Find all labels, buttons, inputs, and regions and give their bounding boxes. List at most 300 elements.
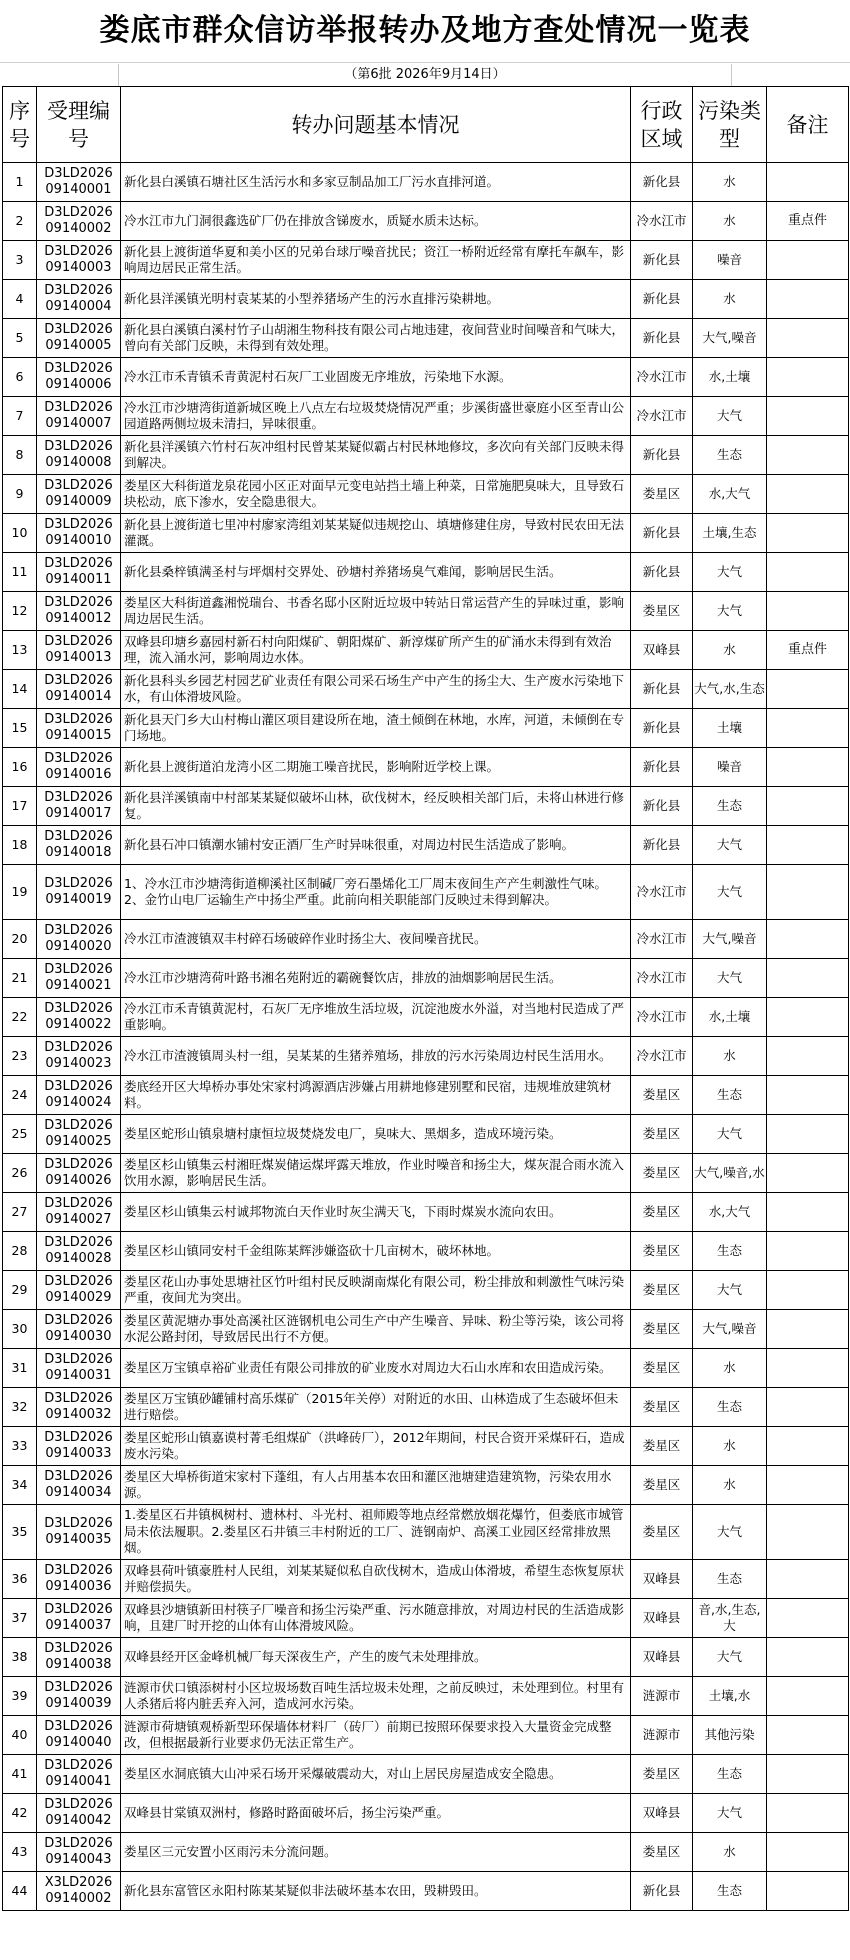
complaint-table [2,86,849,1911]
case-code: D3LD2026 09140029 [37,1271,121,1310]
region: 新化县 [631,553,693,592]
case-description: 娄底经开区大埠桥办事处宋家村鸿源酒店涉嫌占用耕地修建别墅和民宿，违规堆放建筑材料。 [121,1076,631,1115]
case-code: D3LD2026 09140002 [37,202,121,241]
case-description: 娄星区蛇形山镇嘉谟村菁毛组煤矿（洪峰砖厂），2012年期间，村民合资开采煤矸石，造成废水污染。 [121,1427,631,1466]
table-row [3,475,849,514]
pollution-type: 土壤,生态 [693,514,767,553]
row-number: 28 [3,1232,37,1271]
case-description: 新化县白溪镇石塘社区生活污水和多家豆制品加工厂污水直排河道。 [121,163,631,202]
case-code: D3LD2026 09140023 [37,1037,121,1076]
remark [767,1193,849,1232]
pollution-type: 大气 [693,553,767,592]
remark [767,1677,849,1716]
case-description: 冷水江市禾青镇禾青黄泥村石灰厂工业固废无序堆放，污染地下水源。 [121,358,631,397]
pollution-type: 水 [693,280,767,319]
table-row [3,1716,849,1755]
pollution-type: 其他污染 [693,1716,767,1755]
region: 新化县 [631,514,693,553]
pollution-type: 水 [693,1037,767,1076]
row-number: 1 [3,163,37,202]
case-description: 冷水江市九门洞很鑫选矿厂仍在排放含锑废水，质疑水质未达标。 [121,202,631,241]
row-number: 18 [3,826,37,865]
case-description: 新化县白溪镇白溪村竹子山胡湘生物科技有限公司占地违建，夜间营业时间噪音和气味大，曾向有关部门反映，未得到有效处理。 [121,319,631,358]
table-row [3,163,849,202]
row-number: 7 [3,397,37,436]
region: 娄星区 [631,1505,693,1560]
table-row [3,1115,849,1154]
table-row [3,709,849,748]
case-description: 娄星区花山办事处思塘社区竹叶组村民反映湖南煤化有限公司，粉尘排放和刺激性气味污染严重，夜间尤为突出。 [121,1271,631,1310]
case-code: D3LD2026 09140018 [37,826,121,865]
table-body [3,163,849,1911]
remark [767,514,849,553]
table-row [3,1232,849,1271]
table-row [3,1427,849,1466]
case-description: 娄星区水洞底镇大山冲采石场开采爆破震动大，对山上居民房屋造成安全隐患。 [121,1755,631,1794]
region: 娄星区 [631,1310,693,1349]
remark [767,475,849,514]
remark [767,1154,849,1193]
row-number: 19 [3,865,37,920]
pollution-type: 生态 [693,1388,767,1427]
region: 娄星区 [631,1466,693,1505]
case-description: 新化县科头乡园艺村园艺矿业责任有限公司采石场生产中产生的扬尘大、生产废水污染地下水，有山体滑坡风险。 [121,670,631,709]
row-number: 26 [3,1154,37,1193]
header-no: 序号 [3,87,37,163]
region: 新化县 [631,163,693,202]
region: 娄星区 [631,1232,693,1271]
case-code: D3LD2026 09140003 [37,241,121,280]
remark [767,1560,849,1599]
table-row [3,514,849,553]
table-row [3,319,849,358]
pollution-type: 大气 [693,826,767,865]
case-code: D3LD2026 09140022 [37,998,121,1037]
remark [767,1076,849,1115]
region: 新化县 [631,787,693,826]
case-code: D3LD2026 09140001 [37,163,121,202]
case-description: 新化县上渡街道华夏和美小区的兄弟台球厅噪音扰民；资江一桥附近经常有摩托车飙车，影响周边居民正常生活。 [121,241,631,280]
case-code: D3LD2026 09140008 [37,436,121,475]
pollution-type: 大气 [693,959,767,998]
table-row [3,865,849,920]
pollution-type: 大气 [693,1794,767,1833]
pollution-type: 水,大气 [693,475,767,514]
region: 冷水江市 [631,397,693,436]
region: 双峰县 [631,1794,693,1833]
pollution-type: 大气,噪音 [693,319,767,358]
case-description: 冷水江市渣渡镇双丰村碎石场破碎作业时扬尘大、夜间噪音扰民。 [121,920,631,959]
case-code: D3LD2026 09140020 [37,920,121,959]
row-number: 13 [3,631,37,670]
case-description: 娄星区杉山镇集云村湘旺煤炭储运煤坪露天堆放，作业时噪音和扬尘大，煤灰混合雨水流入饮用水源，影响居民生活。 [121,1154,631,1193]
pollution-type: 土壤 [693,709,767,748]
region: 新化县 [631,826,693,865]
row-number: 29 [3,1271,37,1310]
row-number: 22 [3,998,37,1037]
row-number: 42 [3,1794,37,1833]
remark: 重点件 [767,202,849,241]
case-code: D3LD2026 09140012 [37,592,121,631]
case-code: D3LD2026 09140005 [37,319,121,358]
case-code: D3LD2026 09140019 [37,865,121,920]
case-description: 双峰县甘棠镇双洲村，修路时路面破坏后，扬尘污染严重。 [121,1794,631,1833]
case-code: D3LD2026 09140016 [37,748,121,787]
region: 新化县 [631,280,693,319]
pollution-type: 水 [693,1466,767,1505]
case-code: D3LD2026 09140030 [37,1310,121,1349]
pollution-type: 生态 [693,1232,767,1271]
case-description: 娄星区三元安置小区雨污未分流问题。 [121,1833,631,1872]
remark [767,1794,849,1833]
case-description: 涟源市伏口镇添树村小区垃圾场数百吨生活垃圾未处理，之前反映过，未处理到位。村里有人杀猪后将内脏丢弃入河，造成河水污染。 [121,1677,631,1716]
pollution-type: 大气 [693,1505,767,1560]
remark [767,1427,849,1466]
row-number: 37 [3,1599,37,1638]
pollution-type: 水,土壤 [693,358,767,397]
case-code: D3LD2026 09140014 [37,670,121,709]
pollution-type: 水 [693,631,767,670]
row-number: 5 [3,319,37,358]
remark [767,1388,849,1427]
remark [767,748,849,787]
pollution-type: 水,大气 [693,1193,767,1232]
remark [767,920,849,959]
table-row [3,358,849,397]
table-row [3,1638,849,1677]
table-row [3,1037,849,1076]
case-code: D3LD2026 09140009 [37,475,121,514]
case-code: D3LD2026 09140031 [37,1349,121,1388]
case-description: 双峰县沙塘镇新田村筷子厂噪音和扬尘污染严重、污水随意排放，对周边村民的生活造成影响，且建厂时开挖的山体有山体滑坡风险。 [121,1599,631,1638]
row-number: 36 [3,1560,37,1599]
case-description: 双峰县经开区金峰机械厂每天深夜生产，产生的废气未处理排放。 [121,1638,631,1677]
table-row [3,920,849,959]
row-number: 4 [3,280,37,319]
region: 新化县 [631,670,693,709]
pollution-type: 生态 [693,436,767,475]
remark [767,358,849,397]
remark [767,1638,849,1677]
remark [767,163,849,202]
row-number: 24 [3,1076,37,1115]
case-description: 冷水江市沙塘湾街道新城区晚上八点左右垃圾焚烧情况严重；步溪街盛世豪庭小区至青山公园道路两侧垃圾未清扫，异味很重。 [121,397,631,436]
case-code: D3LD2026 09140043 [37,1833,121,1872]
row-number: 6 [3,358,37,397]
row-number: 34 [3,1466,37,1505]
region: 娄星区 [631,1833,693,1872]
row-number: 21 [3,959,37,998]
table-row [3,1466,849,1505]
region: 冷水江市 [631,865,693,920]
table-row [3,959,849,998]
case-code: D3LD2026 09140037 [37,1599,121,1638]
case-description: 1、冷水江市沙塘湾街道柳溪社区制碱厂旁石墨烯化工厂周末夜间生产产生刺激性气味。2、金竹山电厂运输生产中扬尘严重。此前向相关职能部门反映过未得到解决。 [121,865,631,920]
pollution-type: 大气,水,生态 [693,670,767,709]
pollution-type: 大气 [693,865,767,920]
case-code: D3LD2026 09140033 [37,1427,121,1466]
case-description: 新化县桑梓镇满圣村与坪烟村交界处、砂塘村养猪场臭气难闻，影响居民生活。 [121,553,631,592]
row-number: 27 [3,1193,37,1232]
row-number: 14 [3,670,37,709]
row-number: 40 [3,1716,37,1755]
table-row [3,787,849,826]
row-number: 32 [3,1388,37,1427]
remark [767,998,849,1037]
table-row [3,1505,849,1560]
case-description: 新化县东富管区永阳村陈某某疑似非法破坏基本农田，毁耕毁田。 [121,1872,631,1911]
remark [767,280,849,319]
table-row [3,748,849,787]
case-code: D3LD2026 09140025 [37,1115,121,1154]
remark [767,436,849,475]
row-number: 20 [3,920,37,959]
case-code: D3LD2026 09140032 [37,1388,121,1427]
table-row [3,1310,849,1349]
case-description: 新化县石冲口镇潮水铺村安正酒厂生产时异味很重，对周边村民生活造成了影响。 [121,826,631,865]
pollution-type: 水 [693,1349,767,1388]
region: 新化县 [631,709,693,748]
table-row [3,397,849,436]
region: 娄星区 [631,1388,693,1427]
remark [767,1115,849,1154]
case-code: D3LD2026 09140042 [37,1794,121,1833]
row-number: 38 [3,1638,37,1677]
row-number: 30 [3,1310,37,1349]
region: 冷水江市 [631,1037,693,1076]
pollution-type: 大气 [693,1115,767,1154]
table-row [3,436,849,475]
remark [767,1349,849,1388]
remark [767,397,849,436]
remark [767,1466,849,1505]
remark: 重点件 [767,631,849,670]
case-code: D3LD2026 09140039 [37,1677,121,1716]
pollution-type: 大气,噪音 [693,1310,767,1349]
remark [767,959,849,998]
region: 娄星区 [631,475,693,514]
remark [767,1716,849,1755]
remark [767,670,849,709]
case-code: D3LD2026 09140041 [37,1755,121,1794]
region: 新化县 [631,748,693,787]
region: 娄星区 [631,1115,693,1154]
case-code: D3LD2026 09140007 [37,397,121,436]
case-code: D3LD2026 09140006 [37,358,121,397]
pollution-type: 大气 [693,592,767,631]
pollution-type: 水 [693,1427,767,1466]
table-row [3,1872,849,1911]
table-row [3,202,849,241]
region: 娄星区 [631,1154,693,1193]
table-row [3,1076,849,1115]
case-code: D3LD2026 09140027 [37,1193,121,1232]
region: 娄星区 [631,1193,693,1232]
table-row [3,1599,849,1638]
row-number: 9 [3,475,37,514]
row-number: 31 [3,1349,37,1388]
row-number: 35 [3,1505,37,1560]
region: 涟源市 [631,1716,693,1755]
table-row [3,1833,849,1872]
remark [767,1232,849,1271]
case-code: D3LD2026 09140026 [37,1154,121,1193]
table-row [3,1271,849,1310]
table-row [3,998,849,1037]
case-code: X3LD2026 09140002 [37,1872,121,1911]
remark [767,1872,849,1911]
table-row [3,592,849,631]
pollution-type: 生态 [693,1076,767,1115]
region: 冷水江市 [631,358,693,397]
region: 双峰县 [631,1638,693,1677]
pollution-type: 水 [693,1833,767,1872]
pollution-type: 大气,噪音 [693,920,767,959]
case-description: 娄星区黄泥塘办事处高溪社区涟钢机电公司生产中产生噪音、异味、粉尘等污染，该公司将水泥公路封闭，导致居民出行不方便。 [121,1310,631,1349]
remark [767,1599,849,1638]
region: 冷水江市 [631,998,693,1037]
row-number: 25 [3,1115,37,1154]
remark [767,319,849,358]
grid-line [0,62,850,63]
region: 娄星区 [631,1349,693,1388]
case-description: 新化县上渡街道泊龙湾小区二期施工噪音扰民，影响附近学校上课。 [121,748,631,787]
case-code: D3LD2026 09140021 [37,959,121,998]
remark [767,1505,849,1560]
pollution-type: 音,水,生态,大 [693,1599,767,1638]
case-description: 娄星区大科街道鑫湘悦瑞台、书香名邸小区附近垃圾中转站日常运营产生的异味过重，影响周边居民生活。 [121,592,631,631]
case-description: 娄星区万宝镇砂罐铺村高乐煤矿（2015年关停）对附近的水田、山林造成了生态破坏但未进行赔偿。 [121,1388,631,1427]
remark [767,241,849,280]
table-row [3,1677,849,1716]
case-description: 新化县上渡街道七里冲村廖家湾组刘某某疑似违规挖山、填塘修建住房，导致村民农田无法灌溉。 [121,514,631,553]
remark [767,826,849,865]
table-row [3,1560,849,1599]
case-description: 娄星区大埠桥街道宋家村下蓬组，有人占用基本农田和灌区池塘建造建筑物，污染农用水源。 [121,1466,631,1505]
region: 涟源市 [631,1677,693,1716]
region: 娄星区 [631,1076,693,1115]
row-number: 16 [3,748,37,787]
case-description: 娄星区杉山镇集云村诚邦物流白天作业时灰尘满天飞，下雨时煤炭水流向农田。 [121,1193,631,1232]
pollution-type: 大气 [693,1271,767,1310]
table-row [3,1154,849,1193]
pollution-type: 土壤,水 [693,1677,767,1716]
case-description: 涟源市荷塘镇观桥新型环保墙体材料厂（砖厂）前期已按照环保要求投入大量资金完成整改，但根据最新行业要求仍无法正常生产。 [121,1716,631,1755]
region: 娄星区 [631,1271,693,1310]
table-row [3,1794,849,1833]
pollution-type: 水,土壤 [693,998,767,1037]
table-row [3,670,849,709]
case-code: D3LD2026 09140028 [37,1232,121,1271]
case-description: 冷水江市渣渡镇周头村一组，吴某某的生猪养殖场，排放的污水污染周边村民生活用水。 [121,1037,631,1076]
remark [767,1310,849,1349]
region: 冷水江市 [631,920,693,959]
case-description: 1.娄星区石井镇枫树村、遗林村、斗光村、祖师殿等地点经常燃放烟花爆竹，但娄底市城管局未依法履职。2.娄星区石井镇三丰村附近的工厂、涟钢南炉、高溪工业园区经常排放黑烟。 [121,1505,631,1560]
table-row [3,631,849,670]
case-description: 冷水江市禾青镇黄泥村，石灰厂无序堆放生活垃圾，沉淀池废水外溢，对当地村民造成了严重影响。 [121,998,631,1037]
region: 娄星区 [631,1427,693,1466]
header-code: 受理编号 [37,87,121,163]
remark [767,865,849,920]
pollution-type: 大气,噪音,水 [693,1154,767,1193]
table-header-row [3,87,849,163]
pollution-type: 大气 [693,397,767,436]
row-number: 23 [3,1037,37,1076]
row-number: 41 [3,1755,37,1794]
remark [767,787,849,826]
row-number: 10 [3,514,37,553]
pollution-type: 水 [693,202,767,241]
row-number: 12 [3,592,37,631]
row-number: 17 [3,787,37,826]
header-type: 污染类型 [693,87,767,163]
pollution-type: 生态 [693,787,767,826]
case-description: 新化县洋溪镇南中村部某某疑似破坏山林，砍伐树木，经反映相关部门后，未将山林进行修复。 [121,787,631,826]
case-code: D3LD2026 09140015 [37,709,121,748]
table-row [3,1388,849,1427]
pollution-type: 噪音 [693,748,767,787]
remark [767,709,849,748]
region: 冷水江市 [631,959,693,998]
case-description: 娄星区大科街道龙泉花园小区正对面早元变电站挡土墙上种菜，日常施肥臭味大，且导致石块松动，底下渗水，安全隐患很大。 [121,475,631,514]
case-code: D3LD2026 09140034 [37,1466,121,1505]
case-description: 娄星区蛇形山镇泉塘村康恒垃圾焚烧发电厂，臭味大、黑烟多，造成环境污染。 [121,1115,631,1154]
page-title: 娄底市群众信访举报转办及地方查处情况一览表 [99,13,751,48]
region: 新化县 [631,436,693,475]
region: 冷水江市 [631,202,693,241]
region: 娄星区 [631,1755,693,1794]
case-code: D3LD2026 09140004 [37,280,121,319]
case-code: D3LD2026 09140024 [37,1076,121,1115]
case-description: 新化县天门乡大山村梅山灌区项目建设所在地，渣土倾倒在林地，水库，河道，未倾倒在专门场地。 [121,709,631,748]
case-code: D3LD2026 09140011 [37,553,121,592]
table-row [3,826,849,865]
row-number: 15 [3,709,37,748]
case-description: 双峰县荷叶镇豪胜村人民组，刘某某疑似私自砍伐树木，造成山体滑坡，希望生态恢复原状并赔偿损失。 [121,1560,631,1599]
row-number: 43 [3,1833,37,1872]
case-code: D3LD2026 09140010 [37,514,121,553]
remark [767,553,849,592]
header-note: 备注 [767,87,849,163]
region: 娄星区 [631,592,693,631]
remark [767,1271,849,1310]
row-number: 39 [3,1677,37,1716]
table-row [3,1755,849,1794]
region: 双峰县 [631,631,693,670]
row-number: 3 [3,241,37,280]
case-description: 娄星区万宝镇卓裕矿业责任有限公司排放的矿业废水对周边大石山水库和农田造成污染。 [121,1349,631,1388]
case-description: 新化县洋溪镇六竹村石灰冲组村民曾某某疑似霸占村民林地修坟，多次向有关部门反映未得到解决。 [121,436,631,475]
case-description: 新化县洋溪镇光明村袁某某的小型养猪场产生的污水直排污染耕地。 [121,280,631,319]
region: 新化县 [631,319,693,358]
header-region: 行政区域 [631,87,693,163]
remark [767,1755,849,1794]
row-number: 33 [3,1427,37,1466]
region: 新化县 [631,1872,693,1911]
pollution-type: 生态 [693,1560,767,1599]
case-description: 娄星区杉山镇同安村千金组陈某辉涉嫌盗砍十几亩树木，破坏林地。 [121,1232,631,1271]
remark [767,1833,849,1872]
pollution-type: 生态 [693,1755,767,1794]
table-row [3,1349,849,1388]
row-number: 11 [3,553,37,592]
pollution-type: 生态 [693,1872,767,1911]
row-number: 2 [3,202,37,241]
row-number: 8 [3,436,37,475]
batch-date: （第6批 2026年9月14日） [118,64,732,86]
table-row [3,553,849,592]
case-code: D3LD2026 09140038 [37,1638,121,1677]
